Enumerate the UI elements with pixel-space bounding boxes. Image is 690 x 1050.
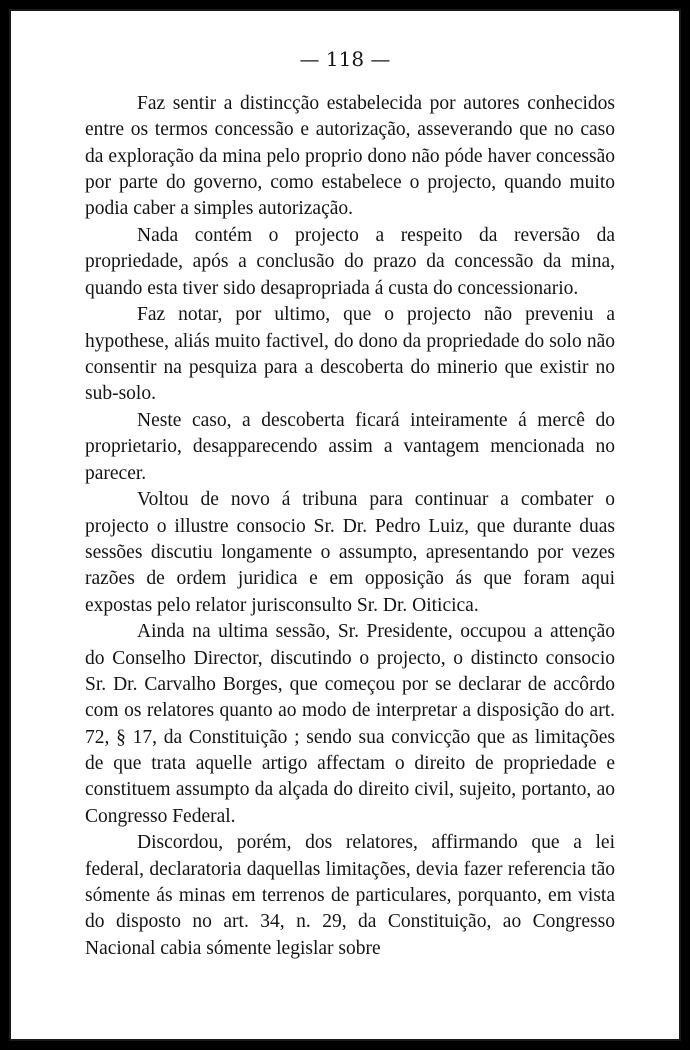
paragraph: Discordou, porém, dos relatores, affirmando que a lei federal, declaratoria daquellas limitações, devia fazer referencia tão sómente ás minas em terrenos de particulares, porquanto, em vista do disposto no art. 34, n. 29, da Constituição, ao Congresso Nacional cabia sómente legislar sobre (85, 832, 615, 959)
book-page (9, 9, 681, 1041)
paragraph: Nada contém o projecto a respeito da reversão da propriedade, após a conclusão do prazo da concessão da mina, quando esta tiver sido desapropriada á custa do concessionario. (85, 224, 615, 299)
page-number: — 118 — (299, 47, 391, 71)
paragraph: Voltou de novo á tribuna para continuar a combater o projecto o illustre consocio Sr. Dr. Pedro Luiz, que durante duas sessões discutiu longamente o assumpto, apresentando por vezes razões de ordem juridica e em opposição ás que foram aqui expostas pelo relator jurisconsulto Sr. Dr. Oiticica. (85, 489, 615, 616)
page-body (85, 91, 615, 962)
paragraph: Ainda na ultima sessão, Sr. Presidente, occupou a attenção do Conselho Director, discutindo o projecto, o distincto consocio Sr. Dr. Carvalho Borges, que começou por se declarar de accôrdo com os relatores quanto ao modo de interpretar a disposição do art. 72, § 17, da Constituição ; sendo sua convicção que as limitações de que trata aquelle artigo affectam o direito de propriedade e constituem assumpto da alçada do direito civil, sujeito, portanto, ao Congresso Federal. (85, 621, 615, 827)
paragraph: Faz notar, por ultimo, que o projecto não preveniu a hypothese, aliás muito factivel, do dono da propriedade do solo não consentir na pesquiza para a descoberta do minerio que existir no sub-solo. (85, 304, 615, 405)
paragraph: Faz sentir a distincção estabelecida por autores conhecidos entre os termos concessão e autorização, asseverando que no caso da exploração da mina pelo proprio dono não póde haver concessão por parte do governo, como estabelece o projecto, quando muito podia caber a simples autorização. (85, 93, 615, 220)
paragraph: Neste caso, a descoberta ficará inteiramente á mercê do proprietario, desapparecendo assim a vantagem mencionada no parecer. (85, 410, 615, 484)
